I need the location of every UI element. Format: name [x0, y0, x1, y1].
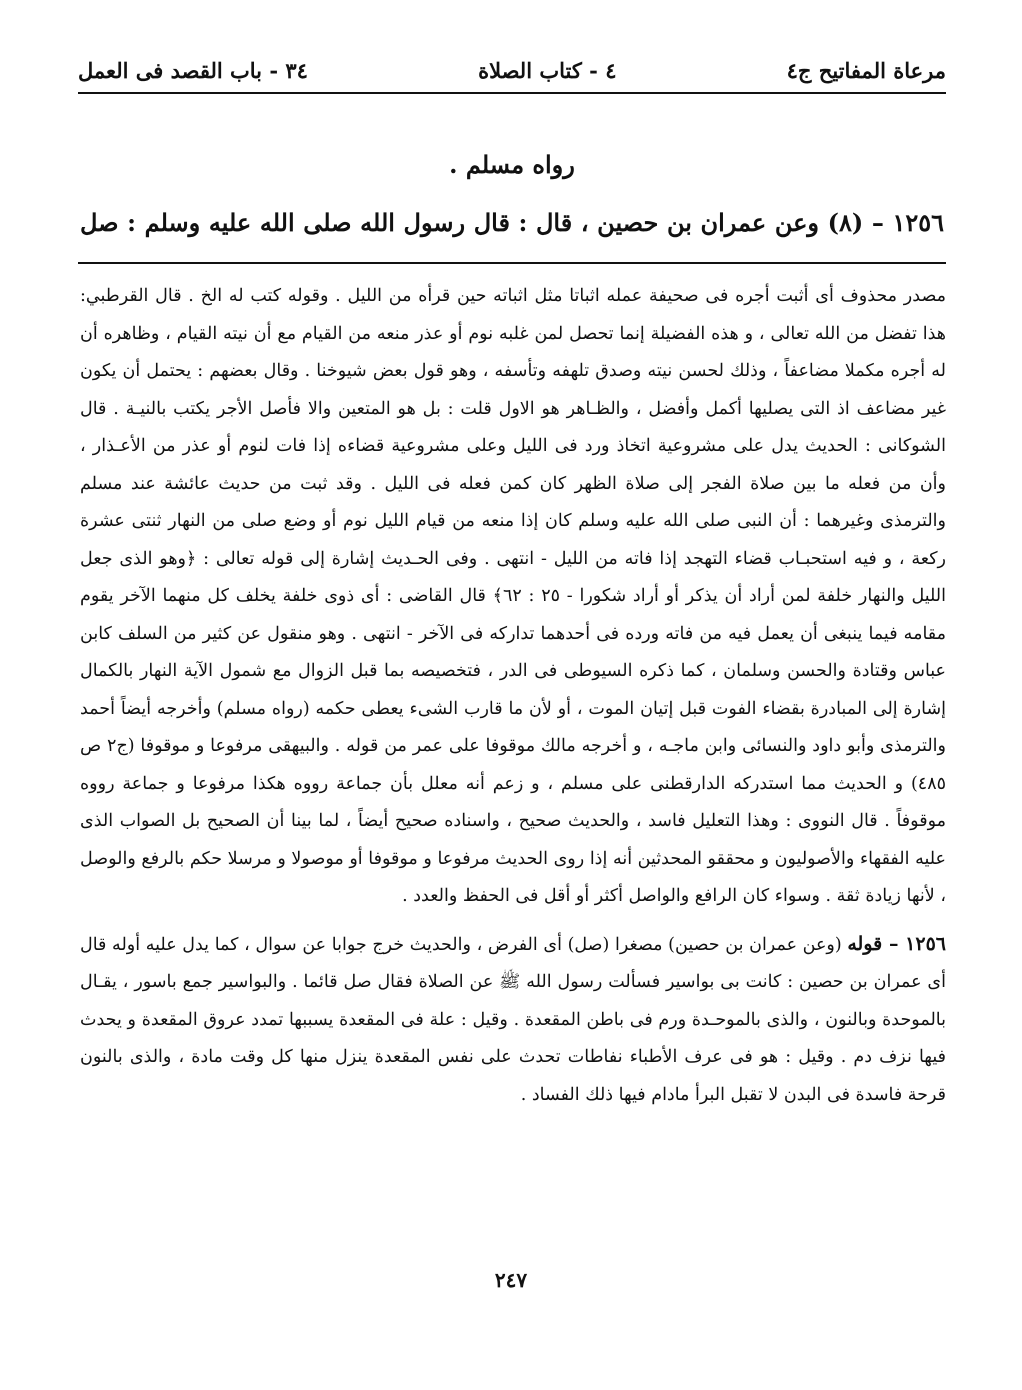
commentary-paragraph-2: [80, 926, 946, 1115]
kitab-title: ٤ - كتاب الصلاة: [478, 57, 617, 83]
matn-line-1: رواه مسلم .: [449, 150, 575, 179]
commentary-paragraph-1: مصدر محذوف أى أثبت أجره فى صحيفة عمله اثباتا مثل اثباته حين قرأه من الليل . وقوله كتب له الخ . قال القرطبي: هذا تفضل من الله تعالى ، و هذه الفضيلة إنما تحصل لمن غلبه نوم أو عذر منعه من القيام مع أن نيته القيام ، وظاهره أن له أجره مكملا مضاعفاً ، وذلك لحسن نيته وصدق تلهفه وتأسفه ، وهو قول بعض شيوخنا . وقال بعضهم : يحتمل أن يكون غير مضاعف اذ التى يصليها أكمل وأفضل ، والظـاهر هو الاول قلت : بل هو المتعين والا فأصل الأجر يكتب بالنيـة . قال الشوكانى : الحديث يدل على مشروعية اتخاذ ورد فى الليل وعلى مشروعية قضاءه إذا فات لنوم أو عذر من الأعـذار ، وأن من فعله ما بين صلاة الفجر إلى صلاة الظهر كان كمن فعله فى الليل . وقد ثبت من حديث عائشة عند مسلم والترمذى وغيرهما : أن النبى صلى الله عليه وسلم كان إذا منعه من قيام الليل نوم أو وضع صلى من النهار ثنتى عشرة ركعة ، و فيه استحبـاب قضاء التهجد إذا فاته من الليل - انتهى . وفى الحـديث إشارة إلى قوله تعالى : ﴿وهو الذى جعل الليل والنهار خلفة لمن أراد أن يذكر أو أراد شكورا - ٢٥ : ٦٢﴾ قال القاضى : أى ذوى خلفة يخلف كل منهما الآخر يقوم مقامه فيما ينبغى أن يعمل فيه من فاته ورده فى أحدهما تداركه فى الآخر - انتهى . وهو منقول عن كثير من السلف كابن عباس وقتادة والحسن وسلمان ، كما ذكره السيوطى فى الدر ، فتخصيصه بما قبل الزوال مع شمول الآية النهار بالكمال إشارة إلى المبادرة بقضاء الفوت قبل إتيان الموت ، أو لأن ما قارب الشىء يعطى حكمه (رواه مسلم) وأخرجه أيضاً أحمد والترمذى وأبو داود والنسائى وابن ماجـه ، و أخرجه مالك موقوفا على عمر من قوله . والبيهقى مرفوعا و موقوفا (ج٢ ص ٤٨٥) و الحديث مما استدركه الدارقطنى على مسلم ، و زعم أنه معلل بأن جماعة رووه هكذا مرفوعا و جماعة رووه موقوفاً . قال النووى : وهذا التعليل فاسد ، والحديث صحيح ، واسناده صحيح أيضاً ، لما بينا أن الصحيح بل الصواب الذى عليه الفقهاء والأصوليون و محققو المحدثين أنه إذا روى الحديث مرفوعا و موقوفا أو موصولا و مرسلا حكم بالرفع والوصل ، لأنها زيادة ثقة . وسواء كان الرافع والواصل أكثر أو أقل فى الحفظ والعدد .: [80, 286, 946, 906]
header-divider: [78, 92, 946, 94]
running-header: [78, 48, 946, 92]
commentary: [80, 278, 946, 1114]
commentary-paragraph-2-text: (وعن عمران بن حصين) مصغرا (صل) أى الفرض ، والحديث خرج جوابا عن سوال ، كما يدل عليه أوله قال أى عمران بن حصين : كانت بى بواسير فسألت رسول الله ﷺ عن الصلاة فقال صل قائما . والبواسير جمع باسور ، يقـال بالموحدة وبالنون ، والذى بالموحـدة ورم فى باطن المقعدة . وقيل : علة فى المقعدة يسببها تمدد عروق المقعدة و يحدث فيها نزف دم . وقيل : هو فى عرف الأطباء نفاطات تحدث على نفس المقعدة ينزل منها كل وقت مادة ، والذى بالنون قرحة فاسدة فى البدن لا تقبل البرأ مادام فيها ذلك الفساد .: [80, 934, 946, 1105]
commentary-divider: [78, 262, 946, 264]
page-number: ٢٤٧: [494, 1268, 528, 1292]
matn-line-2: ١٢٥٦ – (٨) وعن عمران بن حصين ، قال : قال رسول الله صلى الله عليه وسلم : صل: [80, 208, 944, 237]
paragraph-gap: [80, 916, 946, 926]
bab-title: ٣٤ - باب القصد فى العمل: [78, 57, 308, 83]
book-title: مرعاة المفاتيح ج٤: [786, 57, 946, 83]
hadith-number: ١٢٥٦ – قوله: [847, 932, 946, 955]
